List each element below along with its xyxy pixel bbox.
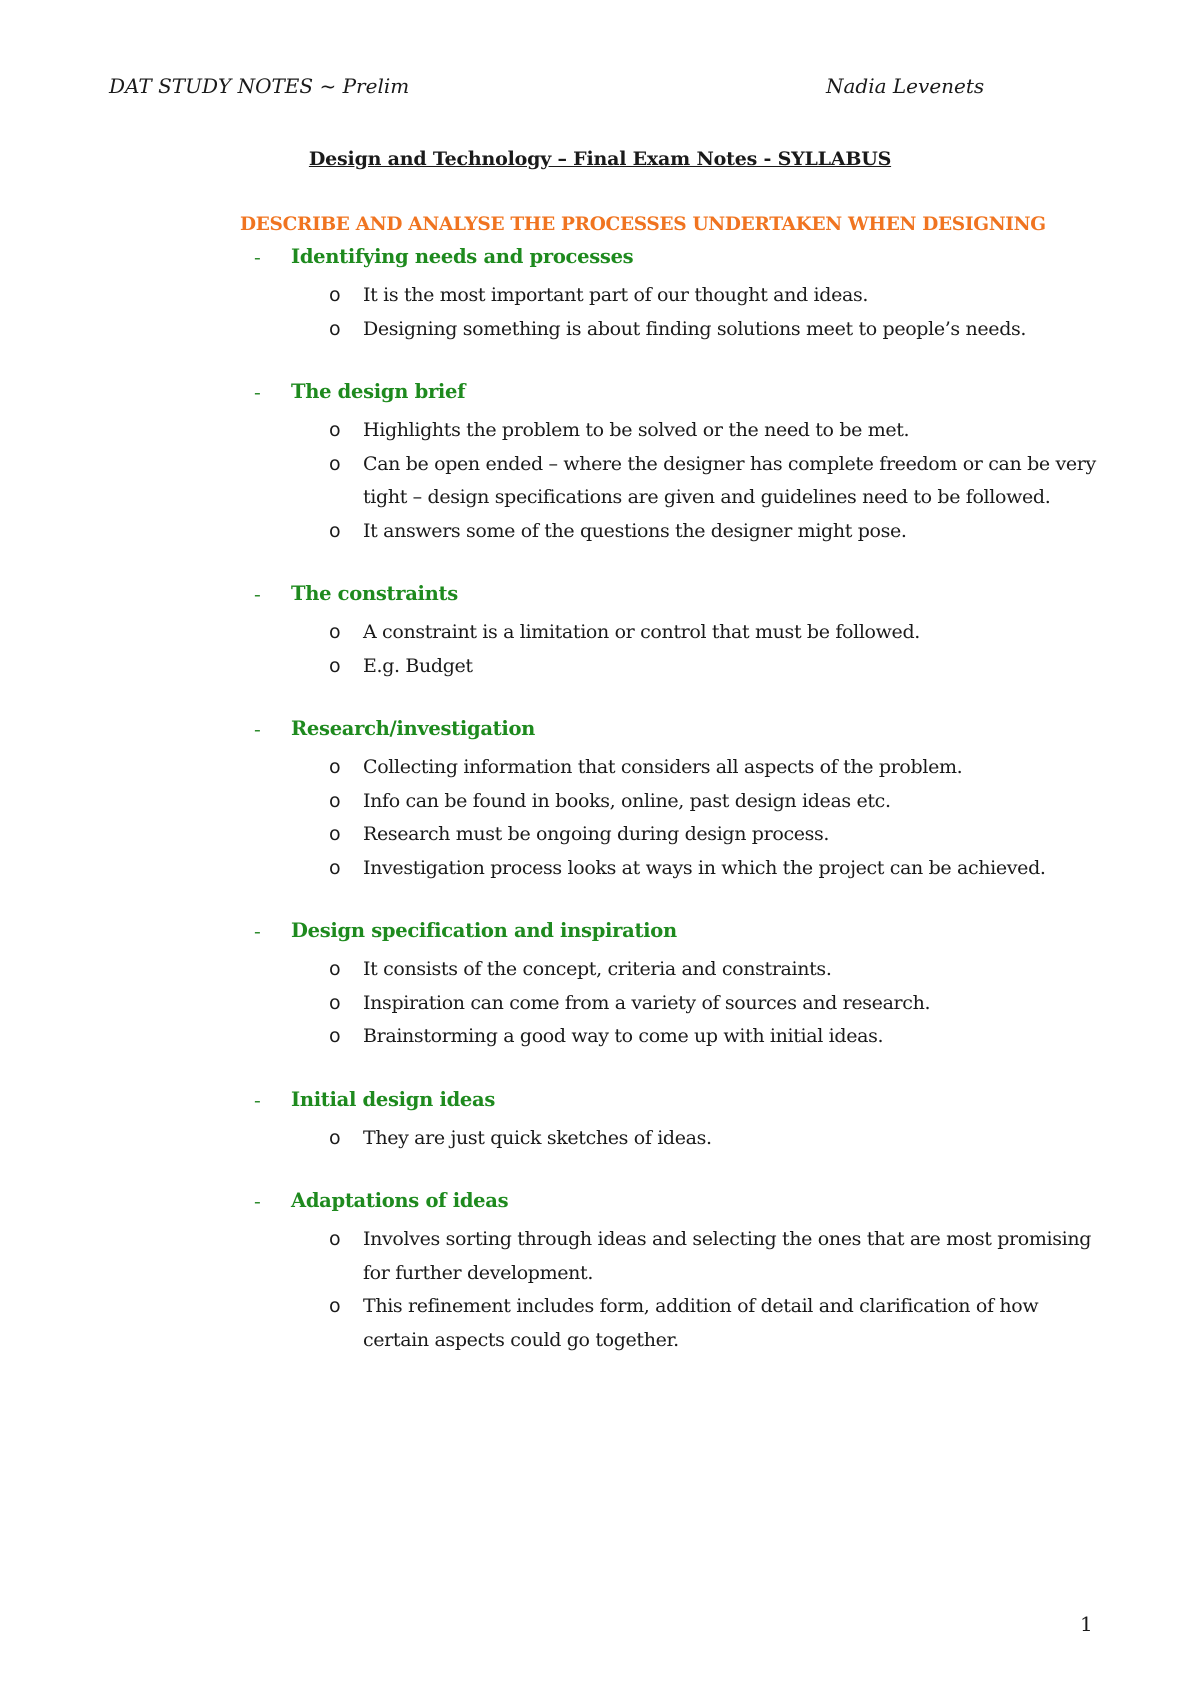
bullet-text: Investigation process looks at ways in which the project can be achieved.	[363, 856, 1046, 879]
bullet-item	[0, 448, 1103, 515]
bullet-text: It is the most important part of our thought and ideas.	[363, 284, 869, 306]
bullet-text: It answers some of the questions the designer might pose.	[363, 519, 907, 542]
topic-title: Design specification and inspiration	[291, 919, 677, 942]
topic-block	[0, 1189, 1200, 1357]
bullet-marker: o	[329, 284, 341, 306]
bullet-text: This refinement includes form, addition of detail and clarification of how certain aspects could go together.	[363, 1295, 1039, 1351]
topic-title: Identifying needs and processes	[291, 245, 634, 268]
bullet-list	[0, 1122, 1200, 1156]
bullet-marker: o	[329, 621, 341, 643]
bullet-text: Inspiration can come from a variety of sources and research.	[363, 991, 931, 1014]
bullet-item	[0, 1122, 1103, 1156]
document-title: Design and Technology – Final Exam Notes - SYLLABUS	[308, 148, 892, 170]
bullet-marker: o	[329, 654, 341, 677]
bullet-marker: o	[329, 1228, 341, 1250]
bullet-marker: o	[329, 756, 341, 778]
topic-heading-row	[0, 582, 1200, 616]
bullet-list	[0, 751, 1200, 885]
dash-marker: -	[254, 582, 261, 606]
bullet-marker: o	[329, 1295, 341, 1317]
bullet-list	[0, 1223, 1200, 1357]
bullet-list	[0, 953, 1200, 1054]
bullet-marker: o	[329, 789, 341, 812]
topic-title: The constraints	[291, 582, 458, 605]
bullet-item	[0, 650, 1103, 684]
bullet-item	[0, 313, 1103, 347]
topic-heading-row	[0, 245, 1200, 279]
bullet-text: They are just quick sketches of ideas.	[363, 1126, 712, 1149]
bullet-text: Highlights the problem to be solved or the need to be met.	[363, 419, 910, 441]
topic-heading-row	[0, 717, 1200, 751]
topic-title: Adaptations of ideas	[291, 1189, 509, 1212]
bullet-list	[0, 414, 1200, 548]
page-number: 1	[1080, 1612, 1093, 1636]
topic-list	[0, 245, 1200, 1357]
bullet-item	[0, 785, 1103, 819]
section-heading: DESCRIBE AND ANALYSE THE PROCESSES UNDERTAKEN WHEN DESIGNING	[240, 214, 1046, 235]
topic-block	[0, 245, 1200, 346]
bullet-item	[0, 414, 1103, 448]
topic-block	[0, 380, 1200, 548]
bullet-text: Brainstorming a good way to come up with initial ideas.	[363, 1025, 884, 1047]
bullet-item	[0, 987, 1103, 1021]
bullet-item	[0, 1223, 1103, 1290]
bullet-list	[0, 616, 1200, 683]
bullet-text: A constraint is a limitation or control that must be followed.	[363, 621, 920, 643]
bullet-marker: o	[329, 519, 341, 542]
bullet-item	[0, 515, 1103, 549]
topic-heading-row	[0, 1189, 1200, 1223]
topic-title: Research/investigation	[291, 717, 536, 740]
bullet-item	[0, 279, 1103, 313]
bullet-marker: o	[329, 991, 341, 1014]
dash-marker: -	[254, 380, 261, 404]
bullet-marker: o	[329, 823, 341, 845]
dash-marker: -	[254, 245, 261, 269]
bullet-item	[0, 953, 1103, 987]
topic-heading-row	[0, 380, 1200, 414]
topic-heading-row	[0, 1088, 1200, 1122]
bullet-text: Can be open ended – where the designer has complete freedom or can be very tight – design specifications are given and guidelines need to be followed.	[363, 452, 1096, 508]
bullet-marker: o	[329, 1126, 341, 1149]
bullet-text: It consists of the concept, criteria and constraints.	[363, 958, 832, 980]
dash-marker: -	[254, 717, 261, 741]
bullet-list	[0, 279, 1200, 346]
bullet-item	[0, 1020, 1103, 1054]
dash-marker: -	[254, 1087, 261, 1112]
bullet-item	[0, 1290, 1103, 1357]
topic-block	[0, 919, 1200, 1054]
dash-marker: -	[254, 919, 261, 943]
bullet-marker: o	[329, 452, 341, 475]
bullet-text: Collecting information that considers all aspects of the problem.	[363, 756, 963, 778]
bullet-marker: o	[329, 419, 341, 441]
header-author: Nadia Levenets	[826, 74, 985, 98]
bullet-item	[0, 751, 1103, 785]
bullet-marker: o	[329, 317, 341, 340]
bullet-text: Research must be ongoing during design process.	[363, 823, 830, 845]
bullet-item	[0, 852, 1103, 886]
bullet-item	[0, 818, 1103, 852]
bullet-marker: o	[329, 1025, 341, 1047]
topic-heading-row	[0, 919, 1200, 953]
bullet-item	[0, 616, 1103, 650]
bullet-text: Info can be found in books, online, past design ideas etc.	[363, 789, 891, 812]
bullet-marker: o	[329, 856, 341, 879]
bullet-text: Involves sorting through ideas and selecting the ones that are most promising for further development.	[363, 1228, 1092, 1284]
topic-title: The design brief	[291, 380, 466, 403]
topic-title: Initial design ideas	[291, 1087, 496, 1111]
bullet-marker: o	[329, 958, 341, 980]
dash-marker: -	[254, 1189, 261, 1213]
header-left-text: DAT STUDY NOTES ~ Prelim	[109, 74, 410, 98]
topic-block	[0, 1088, 1200, 1156]
bullet-text: Designing something is about finding solutions meet to people’s needs.	[363, 317, 1027, 340]
bullet-text: E.g. Budget	[363, 654, 473, 677]
topic-block	[0, 582, 1200, 683]
topic-block	[0, 717, 1200, 885]
